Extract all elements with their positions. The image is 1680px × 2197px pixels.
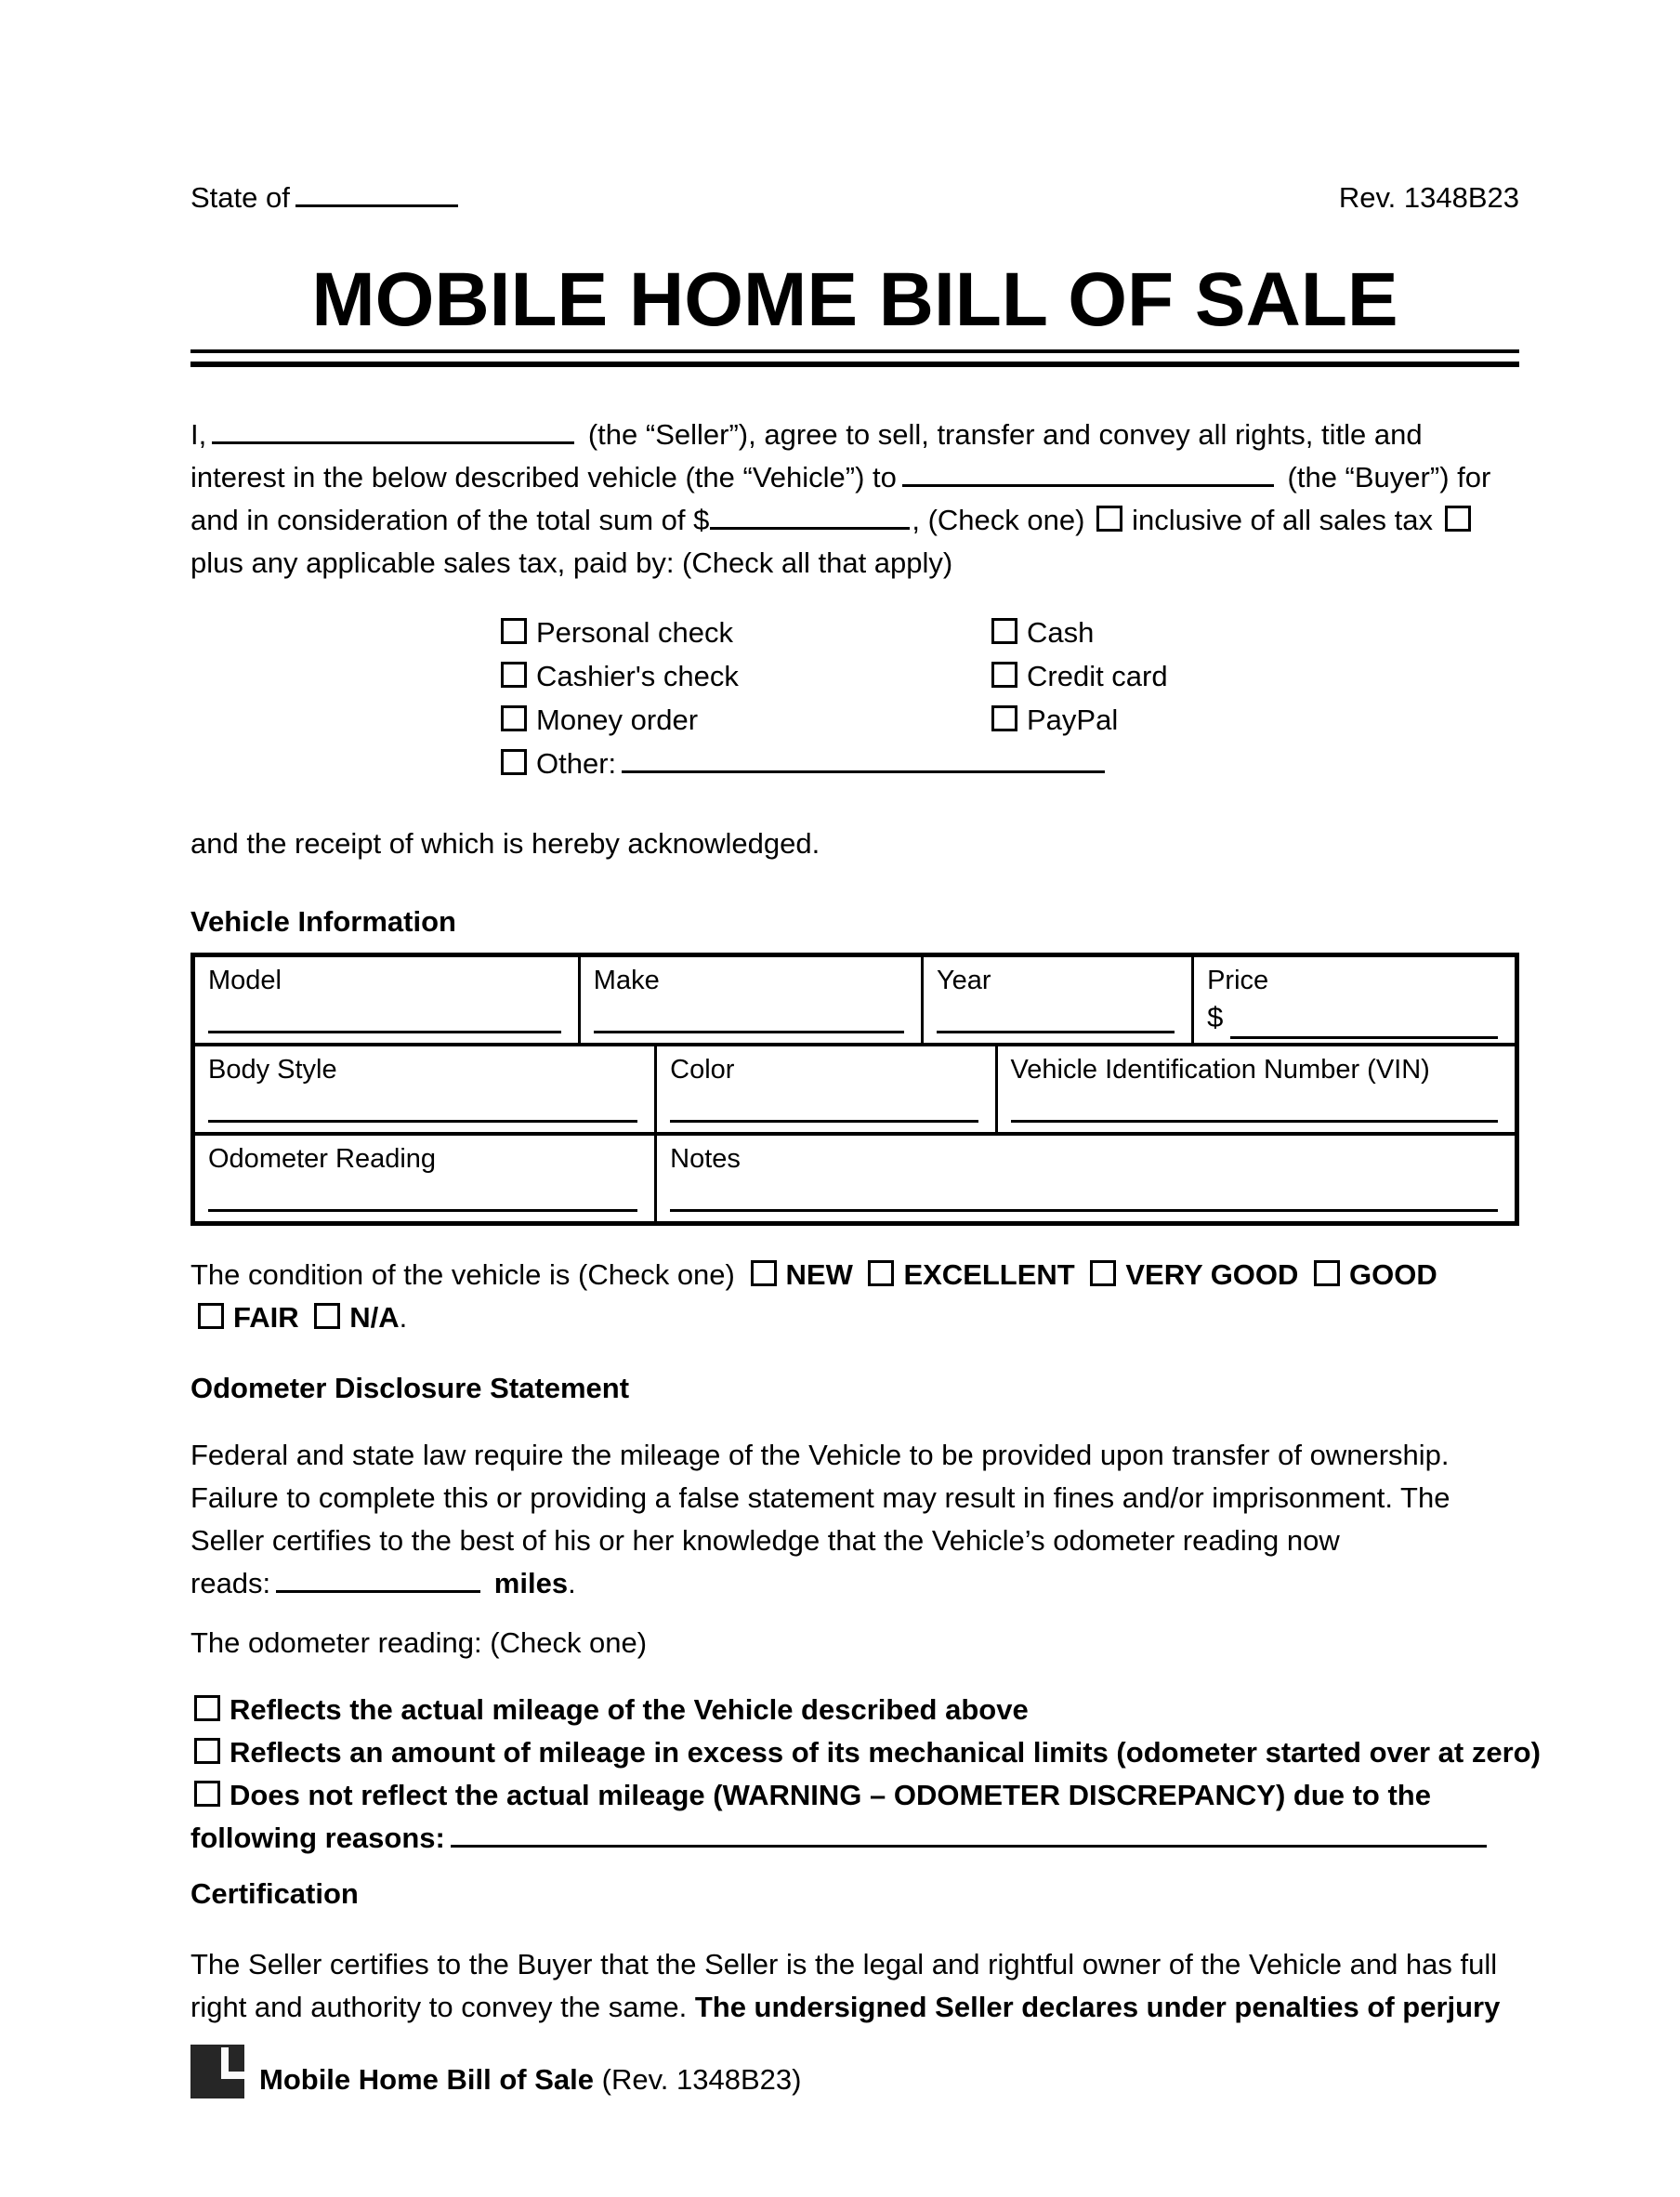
body-style-label: Body Style (208, 1055, 337, 1085)
body-style-field[interactable] (208, 1116, 637, 1123)
cashiers-check-checkbox[interactable] (501, 662, 527, 688)
odometer-option (190, 1731, 1541, 1774)
condition-option-label: N/A (349, 1301, 400, 1334)
make-cell (578, 957, 921, 1043)
payment-option-label: Credit card (1027, 660, 1168, 692)
condition-period: . (399, 1301, 408, 1334)
odometer-disclosure-heading: Odometer Disclosure Statement (190, 1372, 630, 1404)
discrepancy-reasons-field[interactable] (451, 1839, 1487, 1848)
odo-excess-mileage-checkbox[interactable] (194, 1738, 220, 1764)
payment-option-label: Cash (1027, 616, 1095, 649)
condition-option-label: NEW (785, 1258, 853, 1291)
odometer-option (190, 1689, 1519, 1731)
header-row (190, 177, 1519, 219)
odometer-option-label: Does not reflect the actual mileage (WARNING – ODOMETER DISCREPANCY) due to the following reasons: (190, 1779, 1431, 1854)
other-payment-label: Other: (536, 747, 617, 780)
miles-period: . (568, 1567, 576, 1599)
make-label: Make (593, 966, 660, 995)
page-footer (190, 2045, 801, 2098)
make-field[interactable] (594, 1027, 904, 1033)
table-row (195, 1043, 1515, 1132)
model-cell (195, 957, 578, 1043)
payment-option (497, 654, 988, 698)
condition-fair-checkbox[interactable] (198, 1303, 224, 1329)
odometer-reading-lead: The odometer reading: (Check one) (190, 1626, 648, 1659)
revision-label: Rev. 1348B23 (1338, 181, 1519, 214)
vin-label: Vehicle Identification Number (VIN) (1010, 1055, 1430, 1085)
payment-option (988, 698, 1519, 742)
buyer-name-field[interactable] (902, 479, 1274, 487)
intro-paragraph (190, 414, 1519, 585)
odometer-label: Odometer Reading (208, 1144, 437, 1174)
payment-option (497, 611, 988, 654)
sale-amount-field[interactable] (710, 521, 910, 530)
page-title: MOBILE HOME BILL OF SALE (311, 257, 1398, 342)
odometer-reading-options (190, 1689, 1541, 1860)
odometer-disclosure-text: Federal and state law require the mileage of the Vehicle to be provided upon transfer of ownership. Failure to complete this or providing a false statement may result in fines and/or imprisonment. The Seller certifies to the best of his or her knowledge that the Vehicle’s odometer reading now (190, 1439, 1450, 1557)
payment-option (988, 654, 1519, 698)
payment-option-label: Personal check (536, 616, 733, 649)
condition-option-label: VERY GOOD (1125, 1258, 1299, 1291)
body-style-cell (195, 1046, 654, 1132)
inclusive-sales-tax-checkbox[interactable] (1096, 506, 1122, 532)
footer-revision: (Rev. 1348B23) (601, 2063, 802, 2096)
inclusive-sales-tax-label: inclusive of all sales tax (1132, 504, 1433, 536)
price-currency-symbol: $ (1207, 1001, 1224, 1033)
state-field[interactable] (295, 199, 458, 207)
condition-line (190, 1254, 1519, 1339)
certification-heading: Certification (190, 1877, 359, 1910)
year-cell (921, 957, 1191, 1043)
money-order-checkbox[interactable] (501, 705, 527, 731)
plus-sales-tax-checkbox[interactable] (1445, 506, 1471, 532)
other-payment-checkbox[interactable] (501, 749, 527, 775)
color-label: Color (670, 1055, 735, 1085)
odometer-option (190, 1774, 1519, 1860)
odometer-miles-field[interactable] (276, 1585, 480, 1593)
vin-cell (995, 1046, 1515, 1132)
odometer-option-label: Reflects the actual mileage of the Vehicle described above (230, 1693, 1029, 1726)
miles-label: miles (493, 1567, 569, 1599)
condition-very-good-checkbox[interactable] (1090, 1260, 1116, 1286)
model-label: Model (208, 966, 282, 995)
intro-text: I, (190, 418, 207, 451)
condition-option-label: FAIR (233, 1301, 299, 1334)
receipt-acknowledgement: and the receipt of which is hereby acknowledged. (190, 827, 820, 860)
credit-card-checkbox[interactable] (991, 662, 1017, 688)
payment-option (988, 611, 1519, 654)
condition-na-checkbox[interactable] (314, 1303, 340, 1329)
payment-methods-list (497, 611, 1519, 785)
plus-sales-tax-label: plus any applicable sales tax, paid by: (Check all that apply) (190, 546, 953, 579)
intro-text: (the “Buyer”) for and in consideration of the total sum of $ (190, 461, 1491, 536)
intro-text: , (Check one) (912, 504, 1085, 536)
notes-label: Notes (670, 1144, 741, 1174)
title-divider (190, 349, 1519, 367)
color-field[interactable] (670, 1116, 978, 1123)
odometer-reading-field[interactable] (208, 1205, 637, 1212)
payment-option-label: Money order (536, 704, 699, 736)
table-row (195, 1132, 1515, 1221)
vehicle-information-table (190, 953, 1519, 1226)
year-label: Year (936, 966, 991, 995)
cash-checkbox[interactable] (991, 618, 1017, 644)
payment-option (497, 698, 988, 742)
certification-text: The Seller certifies to the Buyer that the Seller is the legal and rightful owner of the Vehicle and has full right and authority to convey the same. (190, 1948, 1498, 2023)
paypal-checkbox[interactable] (991, 705, 1017, 731)
intro-text: (the “Seller”), agree to sell, transfer and convey all rights, title and interest in the below described vehicle (the “Vehicle”) to (190, 418, 1423, 493)
payment-option-other (497, 742, 1519, 785)
state-of-line (190, 177, 464, 219)
certification-paragraph (190, 1943, 1519, 2029)
vin-field[interactable] (1011, 1116, 1498, 1123)
payment-option-label: PayPal (1027, 704, 1119, 736)
odometer-cell (195, 1136, 654, 1221)
payment-option-label: Cashier's check (536, 660, 739, 692)
table-row (195, 957, 1515, 1043)
color-cell (654, 1046, 994, 1132)
price-label: Price (1207, 966, 1269, 995)
condition-lead: The condition of the vehicle is (Check one) (190, 1258, 735, 1291)
personal-check-checkbox[interactable] (501, 618, 527, 644)
reads-label: reads: (190, 1567, 271, 1599)
notes-field[interactable] (670, 1205, 1498, 1212)
seller-name-field[interactable] (212, 436, 574, 444)
odometer-disclosure-body (190, 1434, 1519, 1605)
odo-actual-mileage-checkbox[interactable] (194, 1695, 220, 1721)
condition-new-checkbox[interactable] (751, 1260, 777, 1286)
condition-excellent-checkbox[interactable] (868, 1260, 894, 1286)
year-field[interactable] (937, 1027, 1175, 1033)
condition-option-label: EXCELLENT (903, 1258, 1075, 1291)
condition-good-checkbox[interactable] (1314, 1260, 1340, 1286)
vehicle-information-heading: Vehicle Information (190, 905, 456, 938)
model-field[interactable] (208, 1027, 561, 1033)
price-field[interactable] (1230, 1033, 1498, 1039)
notes-cell (654, 1136, 1515, 1221)
odometer-option-label: Reflects an amount of mileage in excess of its mechanical limits (odometer started over at zero) (230, 1736, 1541, 1769)
state-of-label: State of (190, 181, 290, 214)
footer-text (259, 2063, 801, 2098)
price-cell (1191, 957, 1515, 1043)
footer-doc-name: Mobile Home Bill of Sale (259, 2063, 594, 2096)
odo-discrepancy-checkbox[interactable] (194, 1781, 220, 1807)
condition-option-label: GOOD (1349, 1258, 1437, 1291)
legal-templates-logo-icon (190, 2045, 244, 2098)
certification-bold-text: The undersigned Seller declares under penalties of perjury (694, 1991, 1501, 2023)
other-payment-field[interactable] (622, 765, 1105, 773)
